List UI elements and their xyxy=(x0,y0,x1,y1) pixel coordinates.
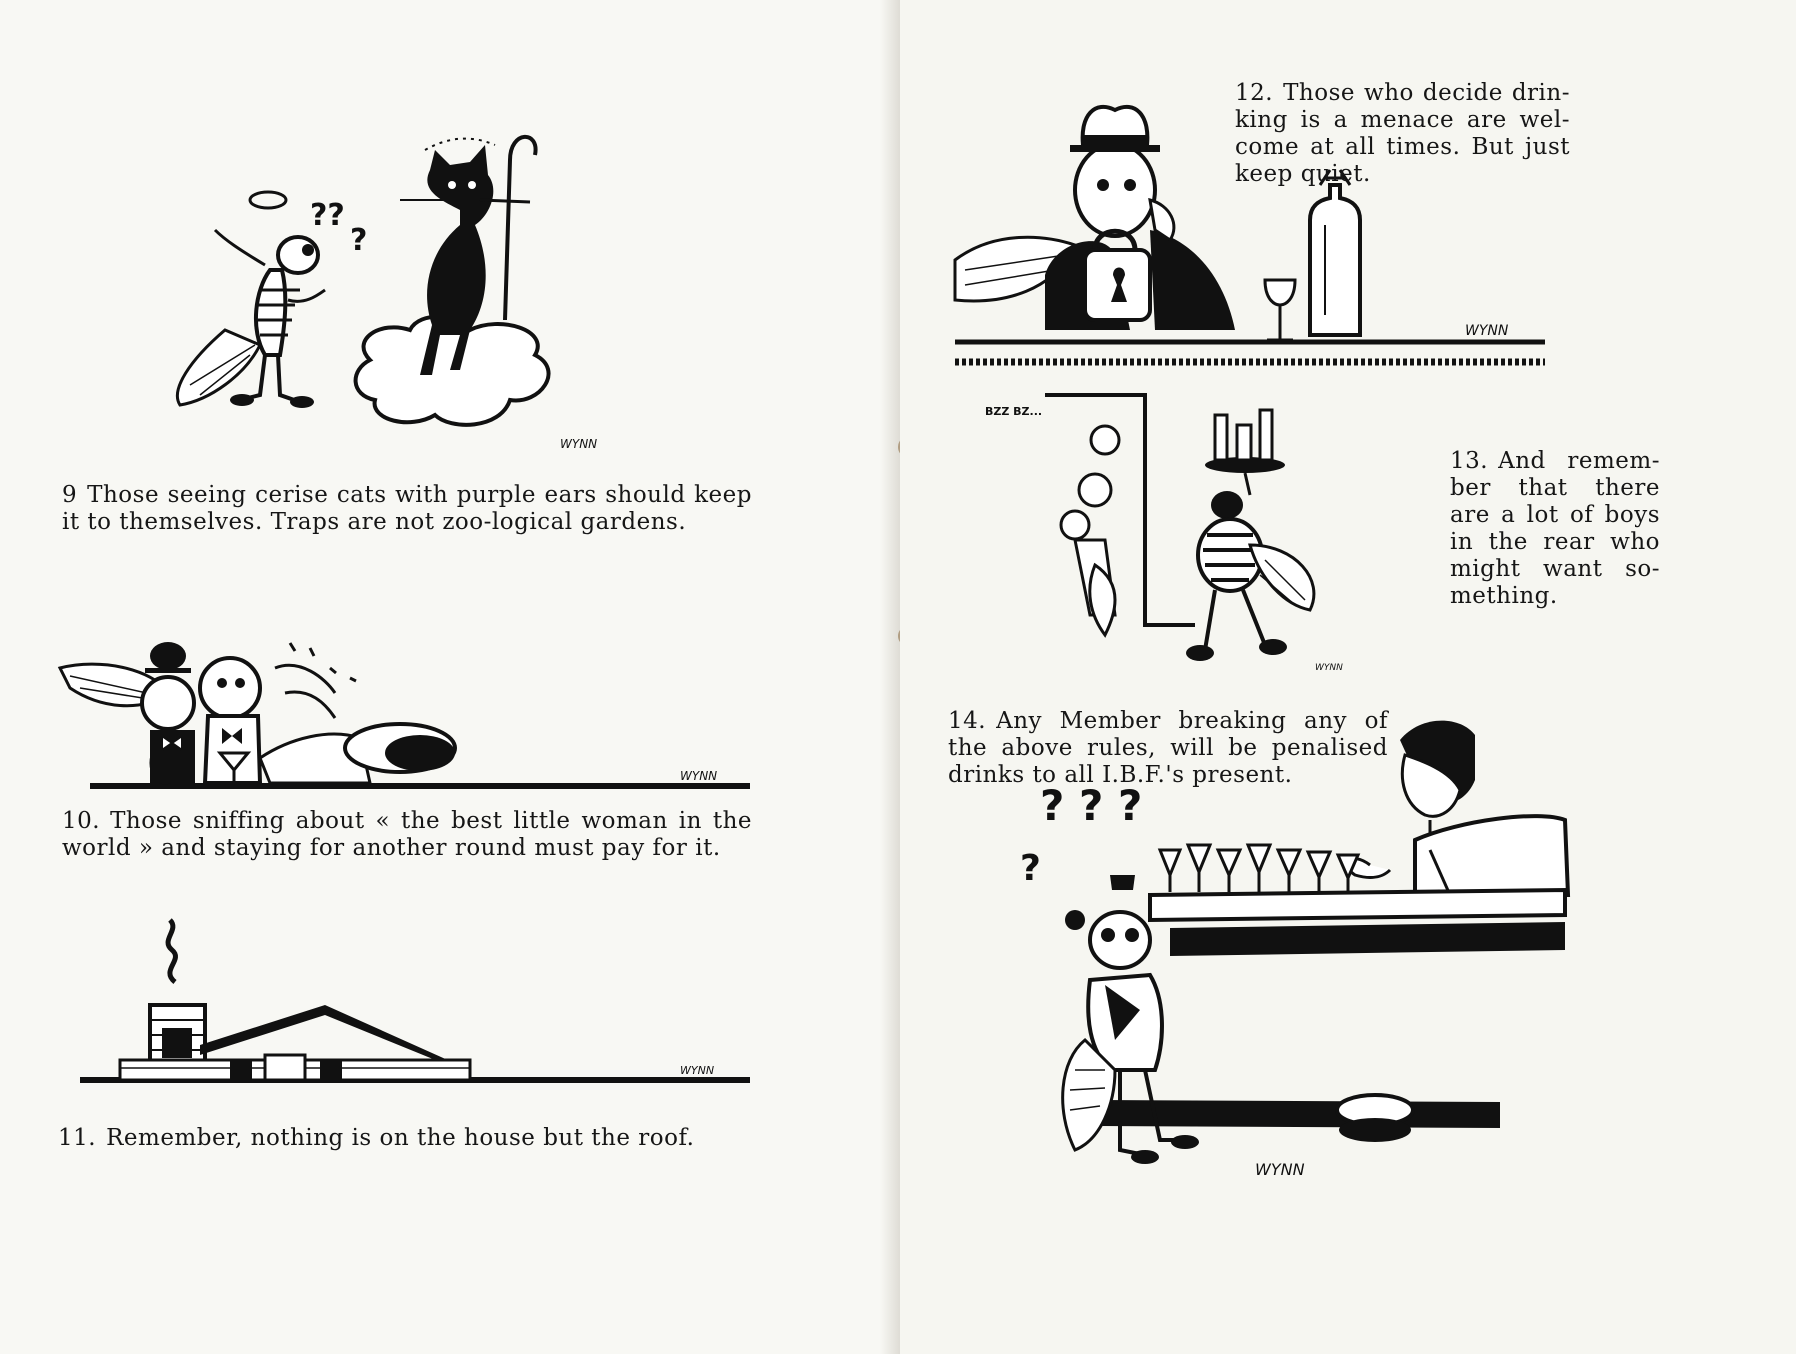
illustration-bar-flies xyxy=(60,618,750,798)
signature: WYNN xyxy=(1255,1160,1305,1179)
svg-text:??: ?? xyxy=(310,198,345,233)
illustration-fly-and-cat xyxy=(170,130,610,470)
signature: WYNN xyxy=(1465,323,1509,339)
rule-text: Those sniffing about « the best little woman in the world » and staying for another round must pay for it. xyxy=(62,808,752,861)
rule-11 xyxy=(58,1125,748,1152)
right-page xyxy=(900,0,1796,1354)
signature: WYNN xyxy=(1315,663,1343,673)
signature: WYNN xyxy=(680,1064,715,1077)
signature: WYNN xyxy=(680,769,718,783)
rule-number: 14. xyxy=(948,708,987,734)
snore-text: BZZ BZ... xyxy=(985,405,1043,418)
rule-number: 12. xyxy=(1235,80,1274,106)
rule-text: Those who decide drin-king is a menace are wel-come at all times. But just keep quiet. xyxy=(1235,80,1570,187)
rule-9 xyxy=(62,482,752,536)
svg-text:?: ? xyxy=(350,223,368,258)
signature: WYNN xyxy=(560,437,598,451)
rule-12 xyxy=(1235,80,1570,188)
svg-text:?: ? xyxy=(1020,848,1041,889)
rule-13 xyxy=(1450,448,1660,610)
illustration-bartender-and-fly xyxy=(1020,710,1580,1200)
rule-10 xyxy=(62,808,752,862)
rule-text: Remember, nothing is on the house but the roof. xyxy=(106,1125,695,1151)
rule-number: 11. xyxy=(58,1125,97,1151)
rule-number: 10. xyxy=(62,808,101,834)
illustration-house xyxy=(80,910,750,1110)
rule-number: 13. xyxy=(1450,448,1489,474)
rule-text: Those seeing cerise cats with purple ears should keep it to themselves. Traps are not zoo-logical gardens. xyxy=(62,482,752,535)
illustration-waiter-fly xyxy=(975,395,1395,675)
svg-text:? ? ?: ? ? ? xyxy=(1040,781,1143,830)
rule-text: And remem-ber that there are a lot of boys in the rear who might want so-mething. xyxy=(1450,448,1660,609)
rule-text: Any Member breaking any of the above rules, will be penalised drinks to all I.B.F.'s present. xyxy=(948,708,1388,788)
rule-number: 9 xyxy=(62,482,78,508)
